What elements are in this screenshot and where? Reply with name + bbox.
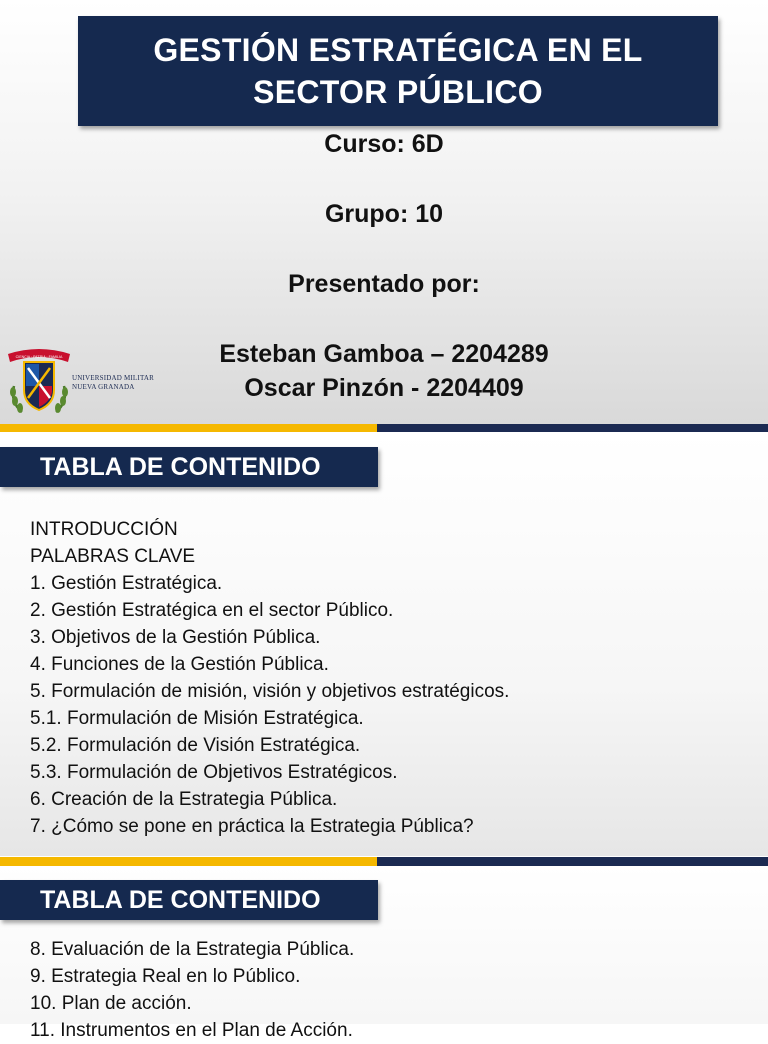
logo-wordmark	[72, 374, 154, 392]
toc-item: 7. ¿Cómo se pone en práctica la Estrategia Pública?	[30, 816, 474, 837]
toc-heading-banner	[0, 880, 378, 920]
toc-item: 10. Plan de acción.	[30, 993, 192, 1014]
course-label: Curso: 6D	[324, 130, 444, 158]
logo-banner-text: CIENCIA · PATRIA · FAMILIA	[15, 355, 63, 359]
presented-by-label: Presentado por:	[288, 270, 480, 298]
logo-line-1: UNIVERSIDAD MILITAR	[72, 374, 154, 382]
title-line-1: GESTIÓN ESTRATÉGICA EN EL	[153, 32, 643, 68]
toc-item: 1. Gestión Estratégica.	[30, 573, 223, 594]
toc-slide-1	[0, 432, 768, 856]
toc-item: 3. Objetivos de la Gestión Pública.	[30, 627, 321, 648]
toc-heading: TABLA DE CONTENIDO	[40, 452, 321, 481]
toc-list	[30, 516, 509, 840]
toc-item: 4. Funciones de la Gestión Pública.	[30, 654, 329, 675]
toc-item: PALABRAS CLAVE	[30, 546, 196, 567]
page-title	[118, 29, 678, 113]
toc-item: INTRODUCCIÓN	[30, 519, 178, 540]
toc-item: 6. Creación de la Estrategia Pública.	[30, 789, 338, 810]
toc-item: 8. Evaluación de la Estrategia Pública.	[30, 939, 355, 960]
author-1: Esteban Gamboa – 2204289	[219, 340, 549, 368]
toc-item: 5.3. Formulación de Objetivos Estratégicos.	[30, 762, 398, 783]
toc-item: 5.1. Formulación de Misión Estratégica.	[30, 708, 364, 729]
slide-divider	[0, 857, 768, 866]
toc-list	[30, 936, 354, 1044]
logo-line-2: NUEVA GRANADA	[72, 383, 135, 391]
title-line-2: SECTOR PÚBLICO	[253, 74, 543, 110]
toc-item: 5.2. Formulación de Visión Estratégica.	[30, 735, 361, 756]
toc-slide-2	[0, 866, 768, 1041]
cover-slide	[0, 0, 768, 424]
toc-heading: TABLA DE CONTENIDO	[40, 885, 321, 914]
toc-item: 5. Formulación de misión, visión y objetivos estratégicos.	[30, 681, 510, 702]
group-label: Grupo: 10	[324, 200, 444, 228]
author-2: Oscar Pinzón - 2204409	[244, 374, 524, 402]
toc-heading-banner	[0, 447, 378, 487]
toc-item: 11. Instrumentos en el Plan de Acción.	[30, 1020, 353, 1041]
title-banner	[78, 16, 718, 126]
toc-item: 9. Estrategia Real en lo Público.	[30, 966, 301, 987]
toc-item: 2. Gestión Estratégica en el sector Público.	[30, 600, 394, 621]
